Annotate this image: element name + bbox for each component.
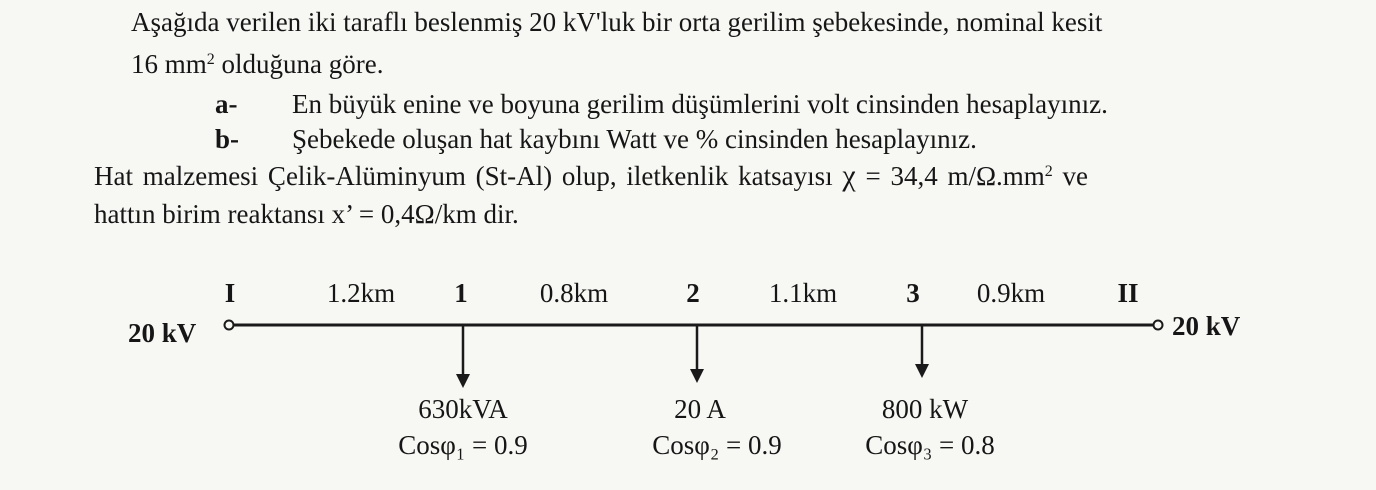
load-1-power-factor: Cosφ₁ = 0.9	[398, 430, 528, 460]
right-source-terminal	[1154, 321, 1163, 330]
problem-line-1: Aşağıda verilen iki taraflı beslenmiş 20 kV'luk bir orta gerilim şebekesinde, nominal kesit	[131, 7, 1103, 37]
node-label-1: 1	[454, 278, 468, 308]
problem-line-5-suffix: ve	[1052, 161, 1089, 191]
conductivity-exponent: 2	[1044, 163, 1053, 180]
conductivity-value: = 34,4 m/Ω.mm	[855, 161, 1045, 191]
item-b-marker: b-	[215, 124, 240, 154]
load-arrow-1	[456, 326, 470, 388]
problem-line-6: hattın birim reaktansı x’ = 0,4Ω/km dir.	[94, 199, 519, 229]
right-source-voltage: 20 kV	[1172, 311, 1241, 341]
load-2-value: 20 A	[674, 394, 726, 424]
load-1-value: 630kVA	[418, 394, 508, 424]
problem-line-2-suffix: olduğuna göre.	[214, 49, 384, 79]
item-b-text: Şebekede oluşan hat kaybını Watt ve % cinsinden hesaplayınız.	[292, 124, 977, 154]
segment-length-I-1: 1.2km	[326, 278, 396, 308]
cross-section-value: 16 mm	[131, 49, 207, 79]
item-a-marker: a-	[215, 89, 238, 119]
load-arrow-3	[915, 326, 929, 378]
load-2-power-factor: Cosφ₂ = 0.9	[652, 430, 782, 460]
material-text: Hat malzemesi Çelik-Alüminyum (St-Al) olup, iletkenlik katsayısı	[94, 161, 843, 191]
segment-length-2-3: 1.1km	[768, 278, 838, 308]
chi-symbol: χ	[842, 159, 856, 192]
node-label-II: II	[1117, 278, 1139, 308]
node-label-2: 2	[686, 278, 700, 308]
segment-length-1-2: 0.8km	[539, 278, 609, 308]
segment-length-3-II: 0.9km	[976, 278, 1046, 308]
load-arrow-2	[690, 326, 704, 383]
node-label-3: 3	[906, 278, 920, 308]
item-a-text: En büyük enine ve boyuna gerilim düşümlerini volt cinsinden hesaplayınız.	[292, 89, 1108, 119]
load-3-power-factor: Cosφ₃ = 0.8	[865, 430, 995, 460]
node-label-I: I	[224, 278, 236, 308]
cross-section-exponent: 2	[206, 51, 215, 68]
left-source-terminal	[225, 321, 234, 330]
load-3-value: 800 kW	[881, 394, 969, 424]
left-source-voltage: 20 kV	[128, 318, 197, 348]
